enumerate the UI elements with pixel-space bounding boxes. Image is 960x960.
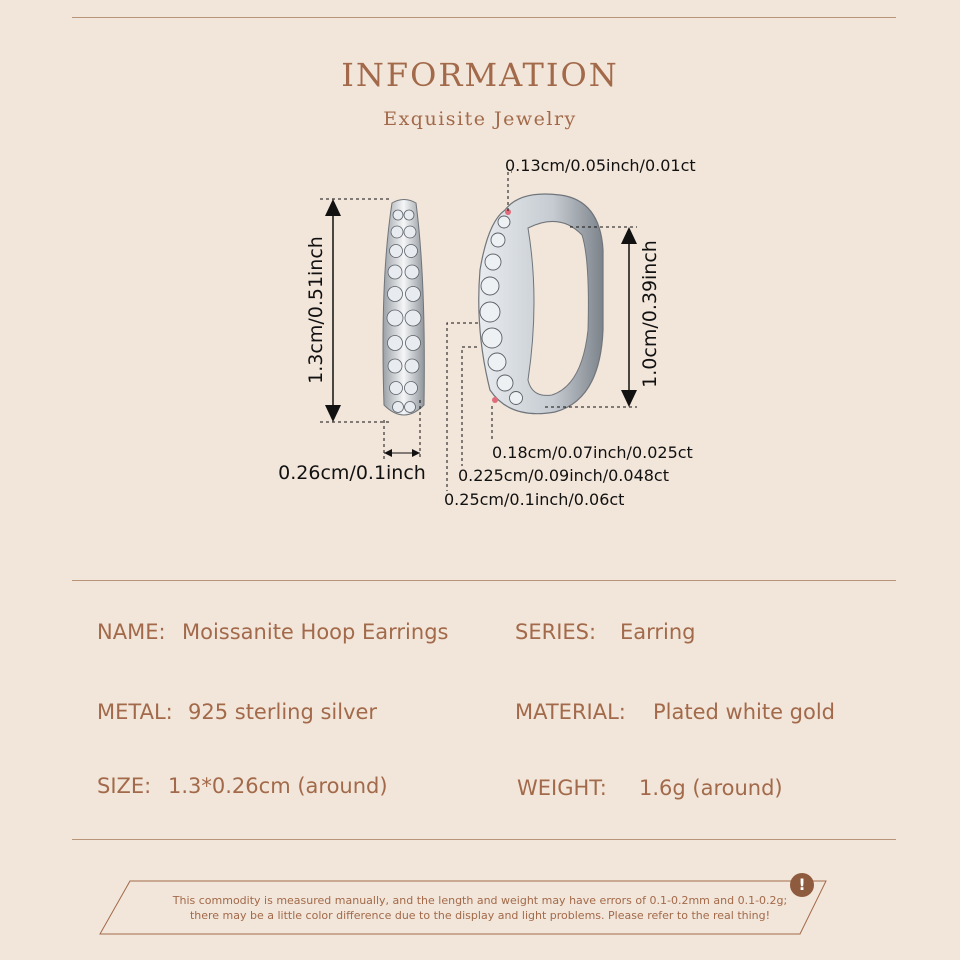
height-dimension: [320, 199, 392, 422]
weight-label: WEIGHT:: [517, 776, 607, 800]
width-label: 0.26cm/0.1inch: [278, 462, 426, 484]
material-value: Plated white gold: [653, 700, 836, 724]
warning-icon: !: [790, 873, 814, 897]
page-subtitle: Exquisite Jewelry: [383, 108, 577, 130]
notice-line-1: This commodity is measured manually, and the length and weight may have errors of 0.1-0.2mm and 0.1-0.2g;: [172, 894, 788, 907]
arrow-right-icon: [412, 449, 420, 457]
material-label: MATERIAL:: [515, 700, 626, 724]
name-label: NAME:: [97, 620, 166, 644]
earring-side-view: [383, 200, 424, 416]
series-value: Earring: [620, 620, 696, 644]
stone-top-label: 0.13cm/0.05inch/0.01ct: [505, 156, 696, 175]
height-label: 1.3cm/0.51inch: [305, 236, 327, 384]
name-value: Moissanite Hoop Earrings: [182, 620, 449, 644]
arrow-down-icon: [621, 390, 637, 407]
weight-value: 1.6g (around): [639, 776, 783, 800]
stone-small-label: 0.18cm/0.07inch/0.025ct: [492, 443, 693, 462]
size-label: SIZE:: [97, 774, 152, 798]
inner-height-label: 1.0cm/0.39inch: [639, 240, 661, 388]
metal-label: METAL:: [97, 700, 173, 724]
metal-value: 925 sterling silver: [188, 700, 378, 724]
notice-line-2: there may be a little color difference due to the display and light problems. Please refer to the real thing!: [189, 909, 771, 922]
arrow-up-icon: [325, 199, 341, 216]
middle-divider: [72, 580, 896, 581]
stone-large-label: 0.25cm/0.1inch/0.06ct: [444, 490, 625, 509]
page-title: INFORMATION: [341, 56, 619, 94]
arrow-down-icon: [325, 405, 341, 422]
series-label: SERIES:: [515, 620, 597, 644]
arrow-left-icon: [384, 449, 392, 457]
size-value: 1.3*0.26cm (around): [168, 774, 388, 798]
bottom-divider: [72, 839, 896, 840]
arrow-up-icon: [621, 227, 637, 244]
stone-medium-label: 0.225cm/0.09inch/0.048ct: [458, 466, 669, 485]
